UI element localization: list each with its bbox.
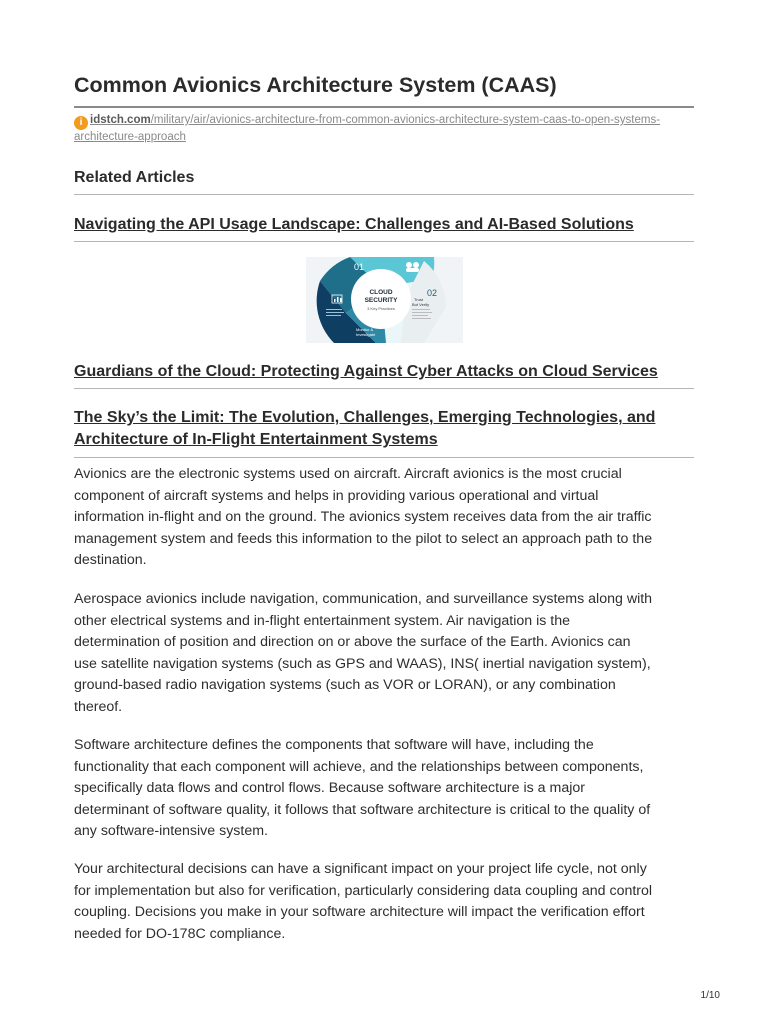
- info-icon: i: [74, 116, 88, 130]
- divider: [74, 457, 694, 458]
- body-paragraph: Avionics are the electronic systems used on aircraft. Aircraft avionics is the most crucial component of aircraft systems and helps in providing various operational and virtual information in-flight and on the ground. The avionics system receives data from the air traffic management system and feeds this information to the pilot to select an approach path to the destination.: [74, 466, 653, 569]
- source-url: [74, 113, 694, 146]
- svg-text:Trust: Trust: [414, 297, 423, 302]
- svg-text:01: 01: [354, 262, 365, 272]
- related-article-link[interactable]: Guardians of the Cloud: Protecting Against Cyber Attacks on Cloud Services: [74, 363, 658, 380]
- svg-text:3 Key Practices: 3 Key Practices: [367, 306, 395, 311]
- source-link[interactable]: idstch.com/military/air/avionics-architecture-from-common-avionics-architecture-system-caas-to-open-systems- architecture-approach: [74, 114, 661, 143]
- body-paragraph: Your architectural decisions can have a significant impact on your project life cycle, not only for implementation but also for verification, particularly considering data coupling and control coupling. Decisions you make in your software architecture will impact the verification effort needed for DO-178C compliance.: [74, 861, 653, 942]
- divider: [74, 241, 694, 242]
- page-number: 1/10: [700, 990, 720, 1001]
- cloud-security-graphic: [306, 257, 463, 343]
- svg-text:SECURITY: SECURITY: [364, 297, 398, 304]
- svg-text:Monitor &: Monitor &: [356, 327, 374, 332]
- article-thumbnail-image[interactable]: [306, 257, 463, 343]
- divider: [74, 388, 694, 389]
- body-paragraph: Aerospace avionics include navigation, communication, and surveillance systems along with other electrical systems and in-flight entertainment system. Air navigation is the determination of position and direction on or above the surface of the Earth. Avionics can use satellite navigation systems (such as GPS and WAAS), INS( inertial navigation system), ground-based radio navigation systems (such as VOR or LORAN), or any combination thereof.: [74, 591, 653, 715]
- related-articles-heading: Related Articles: [74, 169, 195, 186]
- page-title: Common Avionics Architecture System (CAAS): [74, 73, 557, 97]
- svg-text:Investigate: Investigate: [356, 332, 376, 337]
- body-paragraph: Software architecture defines the components that software will have, including the functionality that each component will achieve, and the relationships between components, specifically data flows and control flows. Because software architecture is a major determinant of software quality, it follows that software architecture is critical to the quality of any software-intensive system.: [74, 737, 651, 840]
- svg-text:CLOUD: CLOUD: [369, 289, 393, 296]
- related-article-link[interactable]: Navigating the API Usage Landscape: Challenges and AI-Based Solutions: [74, 216, 634, 233]
- title-divider: [74, 106, 694, 108]
- svg-text:02: 02: [427, 288, 438, 298]
- divider: [74, 194, 694, 195]
- svg-text:But Verify: But Verify: [412, 302, 430, 307]
- related-article-link[interactable]: The Sky’s the Limit: The Evolution, Challenges, Emerging Technologies, and Architecture of In-Flight Entertainment Systems: [74, 409, 656, 448]
